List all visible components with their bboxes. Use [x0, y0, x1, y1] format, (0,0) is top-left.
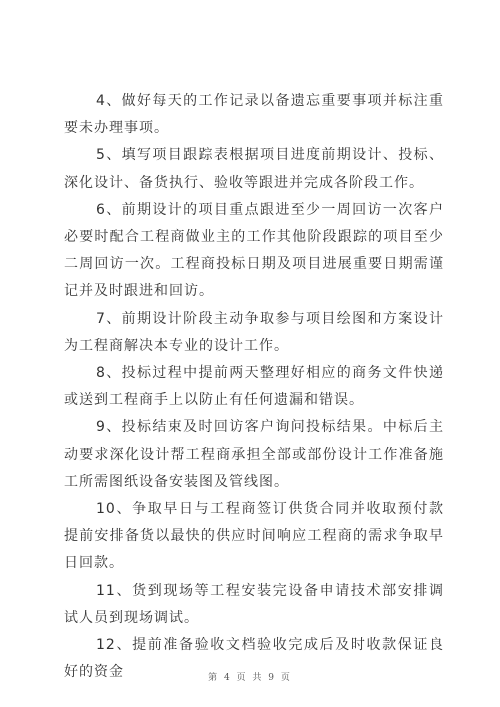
paragraph-item-8: 8、投标过程中提前两天整理好相应的商务文件快递或送到工程商手上以防止有任何遗漏和错误。 [64, 365, 444, 409]
paragraph-item-5: 5、填写项目跟踪表根据项目进度前期设计、投标、深化设计、备货执行、验收等跟进并完成各阶段工作。 [64, 147, 444, 191]
document-body [64, 88, 444, 686]
paragraph-item-6: 6、前期设计的项目重点跟进至少一周回访一次客户必要时配合工程商做业主的工作其他阶段跟踪的项目至少二周回访一次。工程商投标日期及项目进展重要日期需谨记并及时跟进和回访。 [64, 201, 444, 300]
paragraph-item-4: 4、做好每天的工作记录以备遗忘重要事项并标注重要未办理事项。 [64, 93, 444, 137]
paragraph-item-11: 11、货到现场等工程安装完设备申请技术部安排调试人员到现场调试。 [64, 582, 444, 626]
paragraph-item-7: 7、前期设计阶段主动争取参与项目绘图和方案设计为工程商解决本专业的设计工作。 [64, 310, 444, 354]
paragraph-item-12: 12、提前准备验收文档验收完成后及时收款保证良好的资金 [64, 637, 444, 681]
page-number-footer: 第 4 页 共 9 页 [208, 673, 292, 683]
paragraph-item-9: 9、投标结束及时回访客户询问投标结果。中标后主动要求深化设计帮工程商承担全部或部份设计工作准备施工所需图纸设备安装图及管线图。 [64, 419, 444, 490]
paragraph-item-10: 10、争取早日与工程商签订供货合同并收取预付款提前安排备货以最快的供应时间响应工程商的需求争取早日回款。 [64, 501, 444, 572]
